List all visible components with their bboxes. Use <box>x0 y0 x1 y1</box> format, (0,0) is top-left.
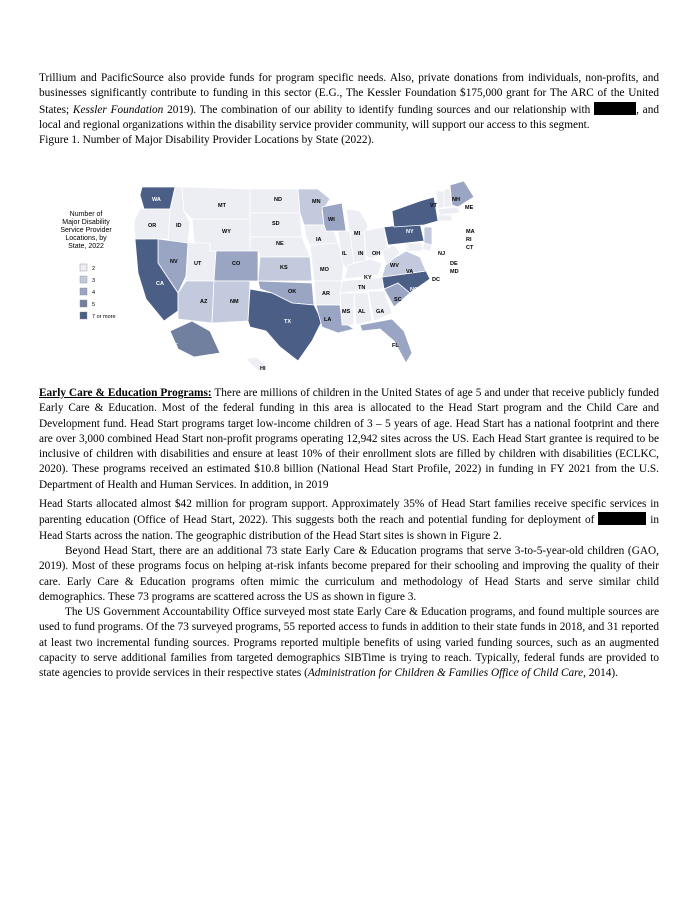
state-label: WA <box>152 197 161 203</box>
figure-caption: Figure 1. Number of Major Disability Provider Locations by State (2022). <box>39 134 375 147</box>
state-label: SC <box>394 297 402 303</box>
state-label: MD <box>450 269 459 275</box>
citation: Kessler Foundation <box>72 103 164 116</box>
state-label: CT <box>466 245 474 251</box>
ece-paragraph-2 <box>39 497 659 544</box>
section-heading: Early Care & Education Programs: <box>39 387 212 399</box>
state-az <box>178 281 214 323</box>
state-label: FL <box>392 343 399 349</box>
state-label: UT <box>194 261 202 267</box>
state-label: NY <box>406 229 414 235</box>
state-label: ID <box>176 223 182 229</box>
state-label: OR <box>148 223 157 229</box>
intro-text: 2019). The combination of our ability to identify funding sources and our relationship with <box>163 103 595 116</box>
state-label: AZ <box>200 299 208 305</box>
state-ak <box>170 321 220 357</box>
state-label: NE <box>276 241 284 247</box>
state-label: NJ <box>438 251 446 257</box>
state-label: AK <box>170 343 178 349</box>
state-label: NC <box>410 287 418 293</box>
body-text: 2014). <box>585 667 618 680</box>
state-label: AR <box>322 291 330 297</box>
state-label: GA <box>376 309 385 315</box>
legend-label: 3 <box>92 278 96 284</box>
states-layer <box>134 181 474 371</box>
ece-paragraph-3: Beyond Head Start, there are an additional 73 state Early Care & Education programs that serve 3-to-5-year-old children (GAO, 2019). Most of these programs focus on helping at-risk infants become prepared for their schooling and improving the quality of their care. Early Care & Education programs often mimic the curriculum and methodology of Head Starts and serve similar child demographics. These 73 programs are scattered across the US as shown in figure 3. <box>39 544 659 603</box>
body-text: The US Government Accountability Office surveyed most state Early Care & Education programs, and found multiple sources are used to fund programs. Of the 73 surveyed programs, 55 reported access to funds in addition to their state funds in 2018, and 31 reported at least two incremental funding sources. Programs reported multiple benefits of using varied funding sources, such as an augmented capacity to serve additional families from targeted demographics SIBTime is trying to reach. Typically, federal funds are provided to state agencies to provide services in their respective states ( <box>39 606 659 680</box>
legend-title: Number of Major Disability Service Provider Locations, by State, 2022 <box>60 211 112 250</box>
legend-label: 5 <box>92 302 96 308</box>
ece-paragraph-4 <box>39 605 659 681</box>
state-label: AL <box>358 309 366 315</box>
state-label: WV <box>390 263 399 269</box>
legend-label: 4 <box>92 290 96 296</box>
state-label: NV <box>170 259 178 265</box>
legend-label: 7 or more <box>92 314 116 320</box>
redaction-box <box>594 102 636 115</box>
state-label: IN <box>358 251 364 257</box>
state-label: MT <box>218 203 226 209</box>
intro-paragraph <box>39 71 659 148</box>
us-map-figure <box>60 181 500 373</box>
state-label: KS <box>280 265 288 271</box>
state-label: LA <box>324 317 332 323</box>
body-text: in Head Starts across the nation. The geographic distribution of the Head Start sites is shown in Figure 2. <box>39 514 659 542</box>
state-label: HI <box>260 366 266 372</box>
ece-section <box>39 386 659 682</box>
state-label: MN <box>312 199 321 205</box>
intro-text: , and local and regional organizations within the disability service provider community, will support our access to this segment. <box>39 103 659 131</box>
state-label: CA <box>156 281 164 287</box>
state-me <box>450 181 474 207</box>
state-label: NH <box>452 197 460 203</box>
state-label: RI <box>466 237 472 243</box>
state-label: CO <box>232 261 241 267</box>
state-label: DC <box>432 277 440 283</box>
state-label: MI <box>354 231 361 237</box>
ece-paragraph-1 <box>39 386 659 493</box>
state-vt <box>436 191 444 209</box>
body-text: Head Starts allocated almost $42 million for program support. Approximately 35% of Head Start families receive specific services in parenting education (Office of Head Start, 2022). This suggests both the reach and potential funding for deployment of <box>39 498 659 527</box>
state-ct <box>438 215 452 221</box>
state-label: MO <box>320 267 329 273</box>
state-label: ME <box>465 205 474 211</box>
state-mo <box>310 243 344 281</box>
state-label: PA <box>402 245 410 251</box>
state-fl <box>360 319 412 363</box>
state-label: NM <box>230 299 239 305</box>
state-label: IA <box>316 237 322 243</box>
intro-text: Trillium and PacificSource also provide funds for program specific needs. Also, private donations from individuals, non-profits, and businesses significantly contribute to funding in this sector (E.G., The Kessler Foundation $175,000 grant for The ARC of the United States; <box>39 72 659 116</box>
legend-label: 2 <box>92 266 96 272</box>
state-ny <box>392 197 438 227</box>
state-label: DE <box>450 261 458 267</box>
state-label: TN <box>358 285 366 291</box>
state-nj <box>424 227 432 245</box>
state-label: MS <box>342 309 351 315</box>
state-label: MA <box>466 229 475 235</box>
state-label: WY <box>222 229 231 235</box>
state-label: VA <box>406 269 414 275</box>
state-label: TX <box>284 319 292 325</box>
state-label: OH <box>372 251 381 257</box>
state-label: WI <box>328 217 335 223</box>
state-label: KY <box>364 275 372 281</box>
body-text: There are millions of children in the United States of age 5 and under that receive publicly funded Early Care & Education. Most of the federal funding in this area is allocated to the Head Start program and the Child Care and Development fund. Head Start programs target low-income children of 3 – 5 years of age. Head Start has a national footprint and there are over 3,000 combined Head Start non-profit programs operating 12,942 sites across the US. Each Head Start grantee is required to be inclusive of children with disabilities and ensure at least 10% of their enrollment slots are filled by children with disabilities (ECLKC, 2020). These programs received an estimated $10.8 billion (National Head Start Profile, 2022) in funding in FY 2021 from the U.S. Department of Health and Human Services. In addition, in 2019 <box>39 387 660 491</box>
state-label: IL <box>342 251 347 257</box>
state-label: ND <box>274 197 282 203</box>
state-label: SD <box>272 221 280 227</box>
us-choropleth-map <box>60 181 500 373</box>
state-ne <box>250 237 310 257</box>
citation: Administration for Children & Families Office of Child Care, <box>307 667 586 680</box>
redaction-box <box>598 512 646 525</box>
state-label: OK <box>288 289 297 295</box>
state-mt <box>182 187 250 219</box>
map-legend <box>80 264 116 320</box>
state-label: VT <box>430 203 438 209</box>
